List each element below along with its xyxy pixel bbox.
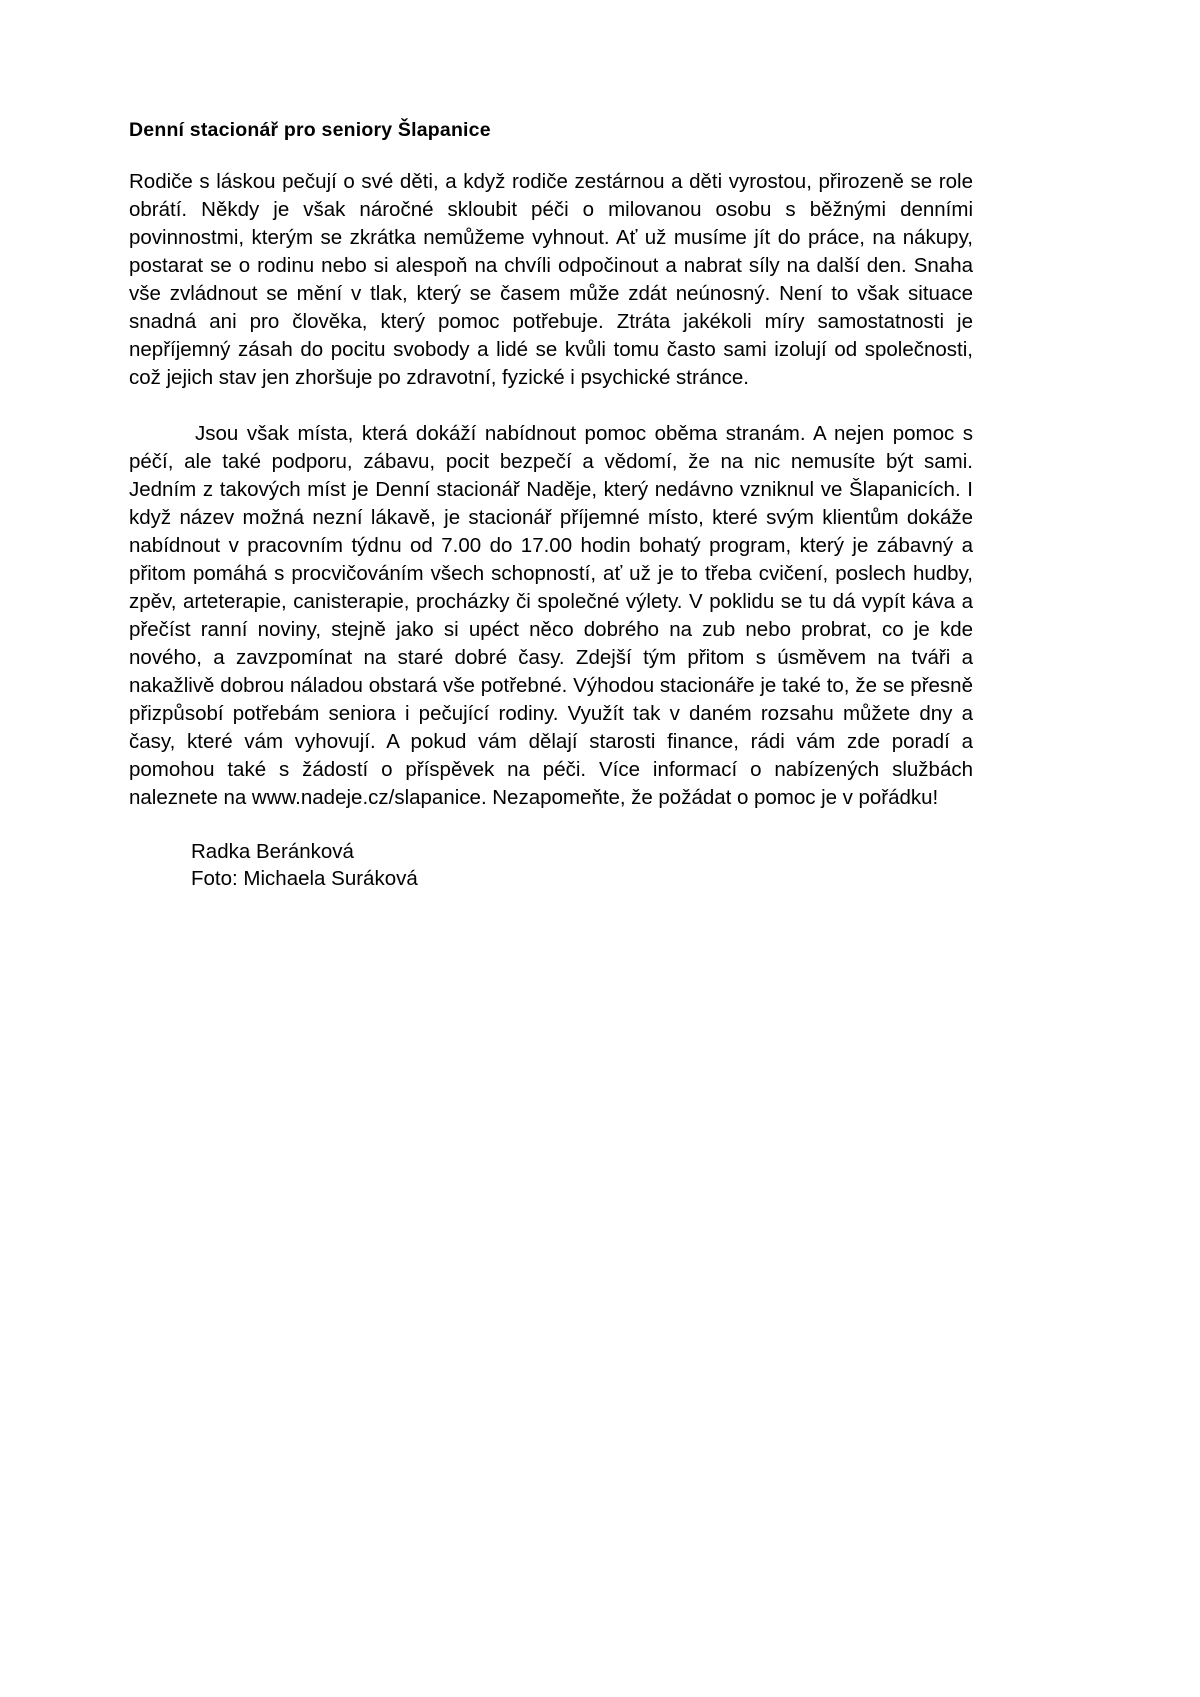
document-body xyxy=(129,118,973,892)
signature-block xyxy=(191,838,973,892)
page-title: Denní stacionář pro seniory Šlapanice xyxy=(129,119,491,141)
signature-photo-credit: Foto: Michaela Suráková xyxy=(191,866,418,890)
paragraph-intro: Rodiče s láskou pečují o své děti, a když rodiče zestárnou a děti vyrostou, přirozeně se role obrátí. Někdy je však náročné skloubit péči o milovanou osobu s běžnými denními povinnostmi, kterým se zkrátka nemůžeme vyhnout. Ať už musíme jít do práce, na nákupy, postarat se o rodinu nebo si alespoň na chvíli odpočinout a nabrat síly na další den. Snaha vše zvládnout se mění v tlak, který se časem může zdát neúnosný. Není to však situace snadná ani pro člověka, který pomoc potřebuje. Ztráta jakékoli míry samostatnosti je nepříjemný zásah do pocitu svobody a lidé se kvůli tomu často sami izolují od společnosti, což jejich stav jen zhoršuje po zdravotní, fyzické i psychické stránce. xyxy=(129,170,973,390)
paragraph-main: Jsou však místa, která dokáží nabídnout pomoc oběma stranám. A nejen pomoc s péčí, ale také podporu, zábavu, pocit bezpečí a vědomí, že na nic nemusíte být sami. Jedním z takových míst je Denní stacionář Naděje, který nedávno vzniknul ve Šlapanicích. I když název možná nezní lákavě, je stacionář příjemné místo, které svým klientům dokáže nabídnout v pracovním týdnu od 7.00 do 17.00 hodin bohatý program, který je zábavný a přitom pomáhá s procvičováním všech schopností, ať už je to třeba cvičení, poslech hudby, zpěv, arteterapie, canisterapie, procházky či společné výlety. V poklidu se tu dá vypít káva a přečíst ranní noviny, stejně jako si upéct něco dobrého na zub nebo probrat, co je kde nového, a zavzpomínat na staré dobré časy. Zdejší tým přitom s úsměvem na tváři a nakažlivě dobrou náladou obstará vše potřebné. Výhodou stacionáře je také to, že se přesně přizpůsobí potřebám seniora i pečující rodiny. Využít tak v daném rozsahu můžete dny a časy, které vám vyhovují. A pokud vám dělají starosti finance, rádi vám zde poradí a pomohou také s žádostí o příspěvek na péči. Více informací o nabízených službách naleznete na www.nadeje.cz/slapanice. Nezapomeňte, že požádat o pomoc je v pořádku! xyxy=(129,422,973,809)
signature-author: Radka Beránková xyxy=(191,839,354,863)
